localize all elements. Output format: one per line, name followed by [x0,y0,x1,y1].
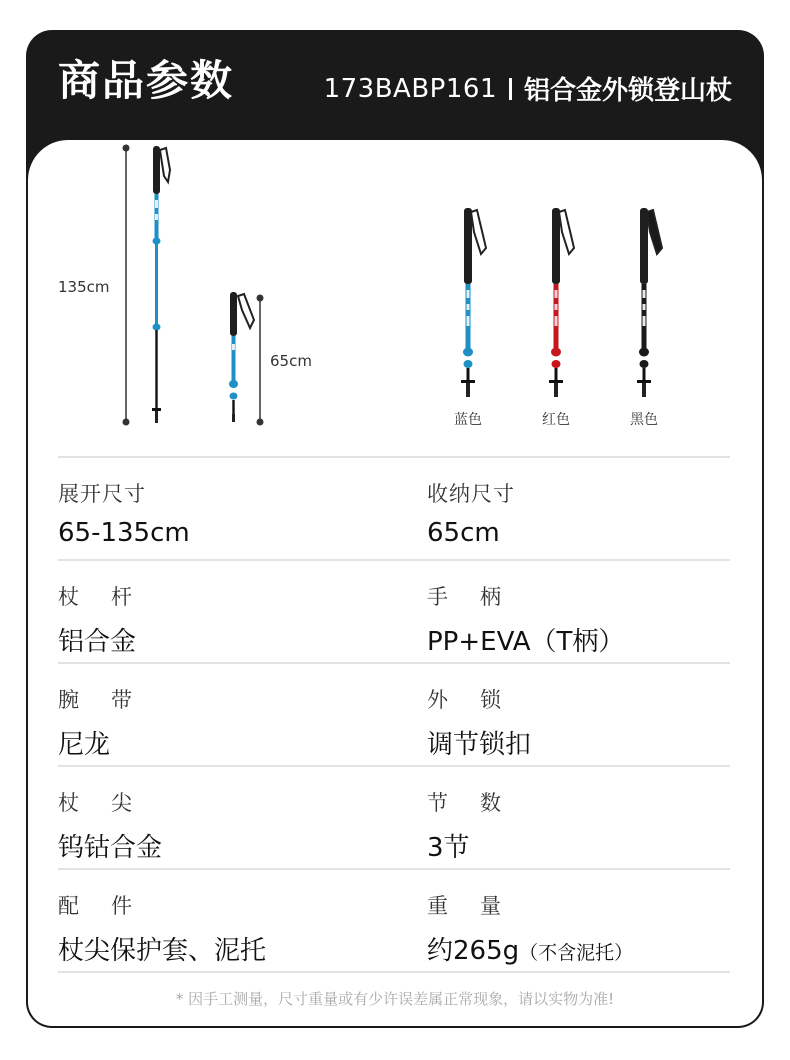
page-title: 商品参数 [58,56,235,105]
spec-value: PP+EVA（T柄） [427,627,625,657]
spec-label: 外锁 [427,688,533,712]
color-label-black: 黑色 [630,412,658,428]
spec-item-sections [394,767,730,868]
spec-item-tip [58,767,394,868]
spec-item-weight [394,870,730,971]
spec-label: 配件 [58,894,164,918]
spec-label: 节数 [427,791,533,815]
product-name: 铝合金外锁登山杖 [523,76,732,106]
table-row [58,456,730,559]
weight-note: （不含泥托） [519,942,634,964]
footnote-divider [58,971,730,973]
spec-card [26,30,764,1028]
extended-pole-icon [152,146,170,423]
spec-label: 杖尖 [58,791,164,815]
pole-variant-blue-icon [454,208,486,428]
pole-variant-red-icon [542,208,574,428]
spec-item-extended-size [58,458,394,559]
table-row [58,868,730,971]
weight-value: 约265g [427,936,520,966]
spec-label: 重量 [427,894,533,918]
table-row [58,662,730,765]
spec-value: 铝合金 [58,627,137,657]
spec-label: 杖杆 [58,585,164,609]
spec-label: 腕带 [58,688,164,712]
spec-value: 65-135cm [58,518,190,548]
spec-value [427,930,730,967]
spec-label: 展开尺寸 [58,482,146,506]
header-separator [509,78,512,100]
pole-variant-black-icon [630,208,662,428]
product-heading [324,70,732,107]
color-label-red: 红色 [542,412,570,428]
folded-length-label: 65cm [270,352,312,370]
folded-dimension-line [257,295,264,426]
spec-item-external-lock [394,664,730,765]
spec-item-wrist-strap [58,664,394,765]
disclaimer-footnote: * 因手工测量，尺寸重量或有少许误差属正常现象，请以实物为准! [175,990,615,1008]
model-number: 173BABP161 [323,73,497,104]
spec-item-folded-size [394,458,730,559]
spec-item-shaft [58,561,394,662]
spec-value: 钨钴合金 [58,833,163,863]
spec-item-handle [394,561,730,662]
table-row [58,765,730,868]
spec-value: 65cm [427,518,500,548]
extended-dimension-line [123,145,130,426]
product-illustration [28,140,762,460]
spec-label: 收纳尺寸 [427,482,515,506]
spec-table [28,456,762,971]
spec-value: 调节锁扣 [427,730,532,760]
spec-label: 手柄 [427,585,533,609]
table-row [58,559,730,662]
spec-value: 杖尖保护套、泥托 [58,936,267,966]
spec-item-accessories [58,870,394,971]
spec-value: 3节 [427,833,470,863]
color-label-blue: 蓝色 [454,412,482,428]
spec-panel [28,140,762,1026]
spec-value: 尼龙 [58,730,111,760]
folded-pole-icon [229,292,254,422]
extended-length-label: 135cm [58,278,110,296]
